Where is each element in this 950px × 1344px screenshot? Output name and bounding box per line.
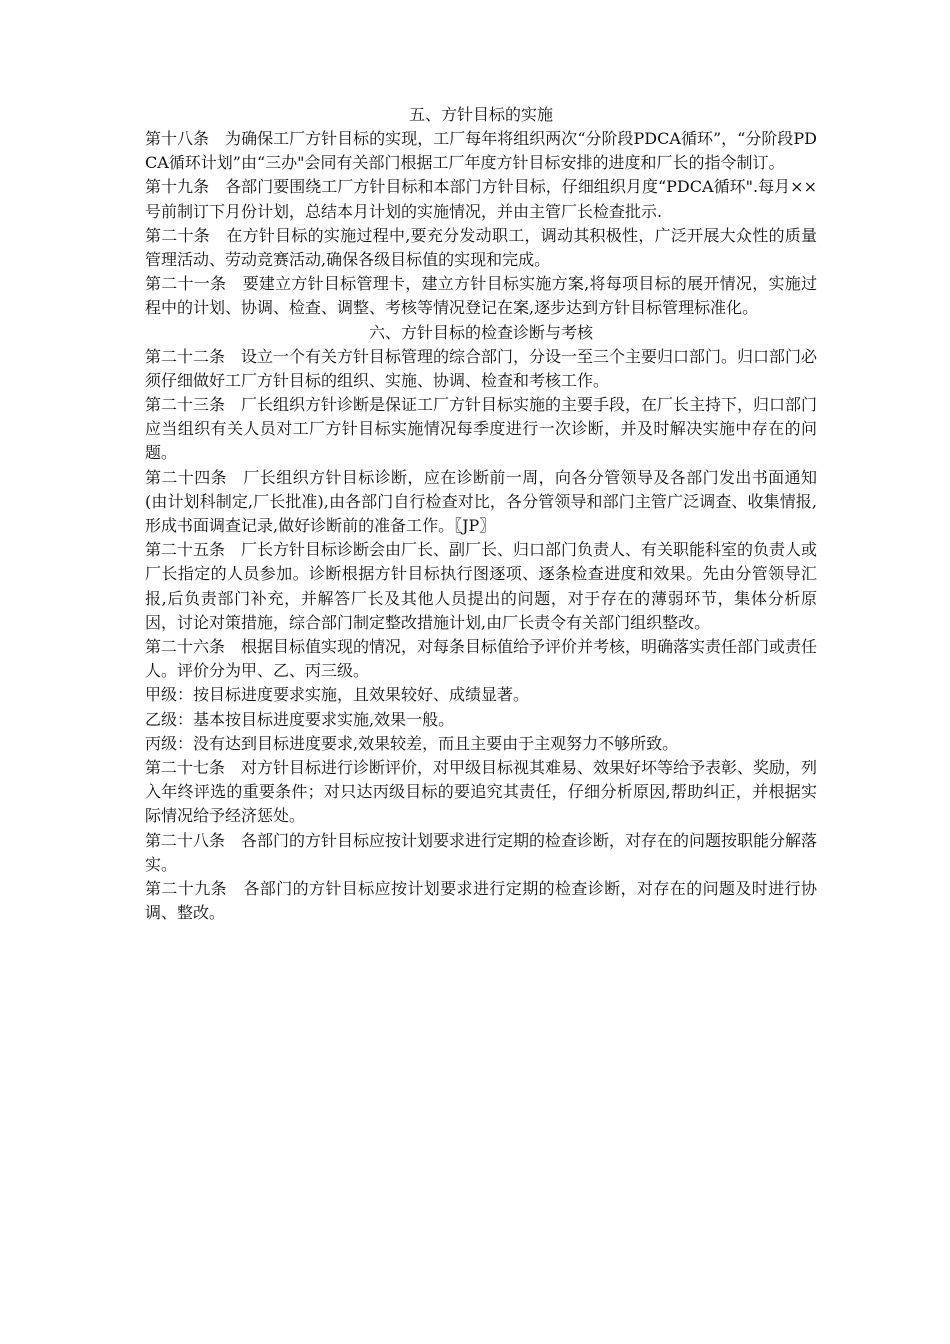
article-18: 第十八条 为确保工厂方针目标的实现，工厂每年将组织两次“分阶段PDCA循环”，“分阶段PDCA循环计划”由“三办"会同有关部门根据工厂年度方针目标安排的进度和厂长的指令制订。 [145,129,817,173]
article-26: 第二十六条 根据目标值实现的情况，对每条目标值给予评价并考核，明确落实责任部门或责任人。评价分为甲、乙、丙三级。 [145,637,818,681]
article-20: 第二十条 在方针目标的实施过程中,要充分发动职工，调动其积极性，广泛开展大众性的质量管理活动、劳动竞赛活动,确保各级目标值的实现和完成。 [145,225,817,270]
section-heading-6: 六、方针目标的检查诊断与考核 [368,322,593,342]
grade-c: 丙级：没有达到目标进度要求,效果较差，而且主要由于主观努力不够所致。 [145,733,679,753]
article-24: 第二十四条 厂长组织方针目标诊断，应在诊断前一周，向各分管领导及各部门发出书面通知(由计划科制定,厂长批准),由各部门自行检查对比，各分管领导和部门主管广泛调查、收集情报,形成书面调查记录,做好诊断前的准备工作。〖JP〗 [145,467,817,536]
section-heading-5: 五、方针目标的实施 [408,105,553,124]
article-23: 第二十三条 厂长组织方针诊断是保证工厂方针目标实施的主要手段，在厂长主持下，归口部门应当组织有关人员对工厂方针目标实施情况每季度进行一次诊断，并及时解决实施中存在的问题。 [145,395,818,463]
article-22: 第二十二条 设立一个有关方针目标管理的综合部门，分设一至三个主要归口部门。归口部门必须仔细做好工厂方针目标的组织、实施、协调、检查和考核工作。 [145,346,818,390]
article-29: 第二十九条 各部门的方针目标应按计划要求进行定期的检查诊断，对存在的问题及时进行协调、整改。 [145,879,817,923]
grade-b: 乙级：基本按目标进度要求实施,效果一般。 [145,709,455,729]
grade-a: 甲级：按目标进度要求实施，且效果较好、成绩显著。 [145,685,530,705]
article-25: 第二十五条 厂长方针目标诊断会由厂长、副厂长、归口部门负责人、有关职能科室的负责人或厂长指定的人员参加。诊断根据方针目标执行图逐项、逐条检查进度和效果。先由分管领导汇报,后负责部门补充，并解答厂长及其他人员提出的问题，对于存在的薄弱环节，集体分析原因，讨论对策措施，综合部门制定整改措施计划,由厂长责令有关部门组织整改。 [145,540,818,632]
article-28: 第二十八条 各部门的方针目标应按计划要求进行定期的检查诊断，对存在的问题按职能分解落实。 [145,830,818,874]
article-21: 第二十一条 要建立方针目标管理卡，建立方针目标实施方案,将每项目标的展开情况，实施过程中的计划、协调、检查、调整、考核等情况登记在案,逐步达到方针目标管理标准化。 [145,274,817,318]
document-page [145,103,817,926]
article-19: 第十九条 各部门要围绕工厂方针目标和本部门方针目标，仔细组织月度“PDCA循环".每月××号前制订下月份计划，总结本月计划的实施情况，并由主管厂长检查批示. [145,177,817,221]
article-27: 第二十七条 对方针目标进行诊断评价，对甲级目标视其难易、效果好坏等给予表彰、奖励，列入年终评选的重要条件；对只达丙级目标的要追究其责任，仔细分析原因,帮助纠正，并根据实际情况给予经济惩处。 [145,758,818,826]
